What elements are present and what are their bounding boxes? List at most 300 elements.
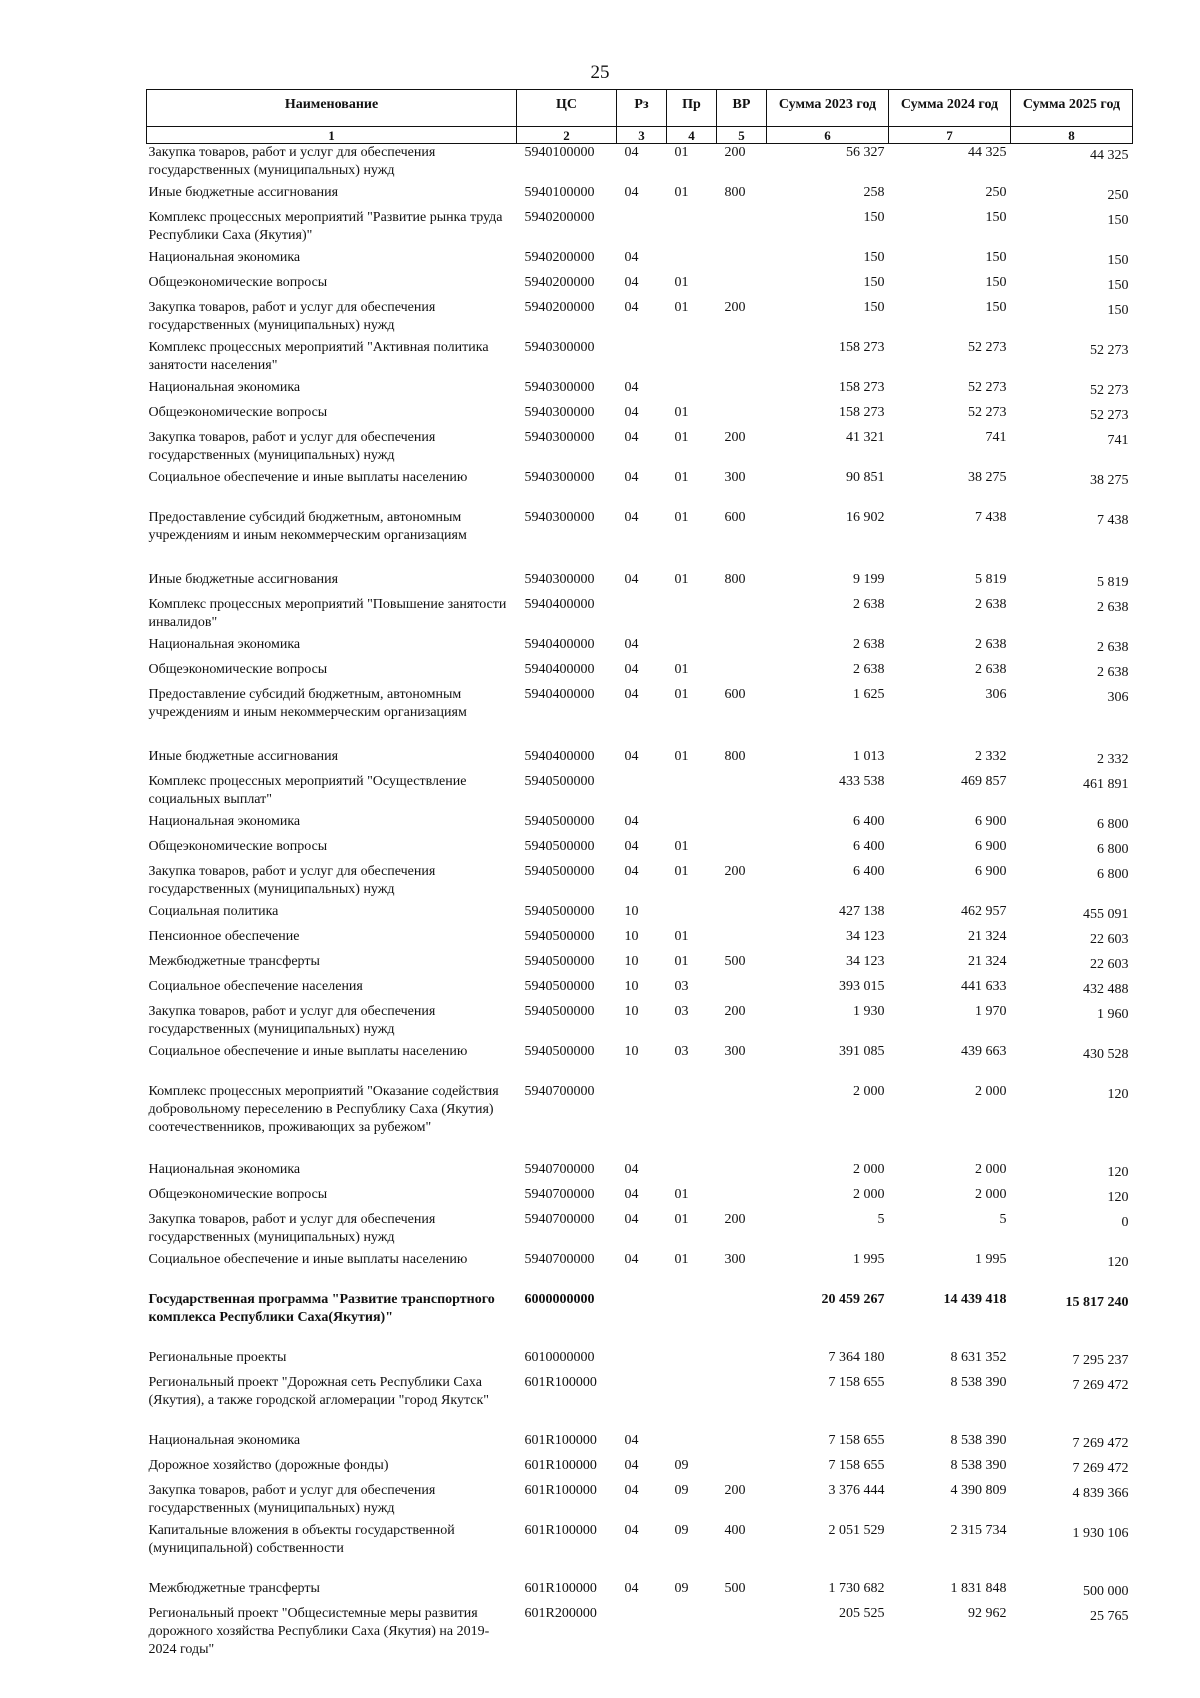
row-vr [717, 1291, 767, 1349]
row-sum-2025: 7 269 472 [1072, 1378, 1129, 1393]
row-pr: 01 [674, 185, 689, 200]
row-cs: 5940300000 [524, 380, 595, 395]
row-name: Межбюджетные трансферты [148, 1581, 320, 1596]
row-rz: 04 [624, 1581, 639, 1596]
row-sum-2024: 8 538 390 [950, 1375, 1007, 1390]
row-sum-2023: 2 638 [853, 637, 885, 652]
header-sum-2025: Сумма 2025 год [1011, 90, 1133, 127]
table-row [147, 209, 1133, 249]
column-index: 7 [889, 127, 1011, 144]
row-sum-2024: 44 325 [968, 145, 1007, 160]
row-sum-2024: 441 633 [961, 979, 1007, 994]
row-vr [717, 1083, 767, 1161]
row-sum-2023: 150 [863, 210, 885, 225]
row-cs: 5940300000 [524, 510, 595, 525]
row-sum-2024: 14 439 418 [943, 1292, 1007, 1307]
row-pr: 01 [674, 864, 689, 879]
row-cs: 5940300000 [524, 470, 595, 485]
row-cs: 5940700000 [524, 1162, 595, 1177]
row-pr: 01 [674, 749, 689, 764]
row-rz: 04 [624, 864, 639, 879]
table-row [147, 1291, 1133, 1349]
row-pr [667, 339, 717, 379]
header-vr: ВР [717, 90, 767, 127]
row-sum-2023: 2 051 529 [828, 1523, 885, 1538]
table-row [147, 144, 1133, 185]
row-vr [717, 339, 767, 379]
row-sum-2024: 306 [985, 687, 1007, 702]
row-cs: 5940400000 [524, 637, 595, 652]
row-name: Пенсионное обеспечение [148, 929, 300, 944]
row-cs: 5940400000 [524, 597, 595, 612]
row-pr: 01 [674, 954, 689, 969]
row-sum-2025: 15 817 240 [1065, 1295, 1129, 1310]
row-vr: 300 [724, 470, 746, 485]
row-sum-2023: 1 930 [853, 1004, 885, 1019]
row-cs: 5940700000 [524, 1252, 595, 1267]
table-row [147, 748, 1133, 773]
row-cs: 601R100000 [524, 1483, 597, 1498]
row-sum-2025: 250 [1107, 188, 1129, 203]
row-sum-2025: 150 [1107, 253, 1129, 268]
row-sum-2024: 1 970 [975, 1004, 1007, 1019]
row-vr: 200 [724, 1004, 746, 1019]
row-sum-2024: 38 275 [968, 470, 1007, 485]
table-row [147, 1522, 1133, 1580]
row-vr [717, 1374, 767, 1432]
row-sum-2025: 306 [1107, 690, 1129, 705]
row-sum-2023: 205 525 [839, 1606, 885, 1621]
row-rz: 10 [624, 904, 639, 919]
row-vr [717, 1186, 767, 1211]
row-pr: 01 [674, 929, 689, 944]
row-name: Общеэкономические вопросы [148, 1187, 328, 1202]
row-sum-2024: 92 962 [968, 1606, 1007, 1621]
row-sum-2024: 2 332 [975, 749, 1007, 764]
row-cs: 5940300000 [524, 572, 595, 587]
row-rz [617, 773, 667, 813]
row-name: Комплекс процессных мероприятий "Повышение занятости инвалидов" [148, 597, 507, 630]
row-sum-2023: 16 902 [846, 510, 885, 525]
row-pr: 01 [674, 687, 689, 702]
row-sum-2024: 52 273 [968, 380, 1007, 395]
row-pr [667, 773, 717, 813]
row-cs: 5940700000 [524, 1212, 595, 1227]
row-vr: 600 [724, 510, 746, 525]
row-sum-2023: 7 364 180 [828, 1350, 885, 1365]
row-sum-2023: 9 199 [853, 572, 885, 587]
row-name: Национальная экономика [148, 1433, 301, 1448]
row-rz [617, 1083, 667, 1161]
row-sum-2023: 2 638 [853, 662, 885, 677]
row-sum-2025: 120 [1107, 1165, 1129, 1180]
row-cs: 5940100000 [524, 185, 595, 200]
table-row [147, 773, 1133, 813]
row-cs: 601R200000 [524, 1606, 597, 1621]
row-vr: 600 [724, 687, 746, 702]
row-pr: 03 [674, 1044, 689, 1059]
row-name: Социальная политика [148, 904, 279, 919]
row-sum-2024: 8 538 390 [950, 1458, 1007, 1473]
row-vr [717, 1161, 767, 1186]
row-pr: 09 [674, 1458, 689, 1473]
row-name: Комплекс процессных мероприятий "Оказание содействия добровольному переселению в Республику Саха (Якутия) соотечественников, проживающих за рубежом" [148, 1084, 499, 1135]
row-sum-2023: 7 158 655 [828, 1433, 885, 1448]
row-sum-2024: 1 831 848 [950, 1581, 1007, 1596]
row-vr [717, 274, 767, 299]
row-sum-2023: 34 123 [846, 954, 885, 969]
row-name: Общеэкономические вопросы [148, 275, 328, 290]
row-sum-2024: 6 900 [975, 814, 1007, 829]
table-row [147, 636, 1133, 661]
row-rz: 04 [624, 1433, 639, 1448]
row-sum-2024: 150 [985, 300, 1007, 315]
row-sum-2025: 7 295 237 [1072, 1353, 1129, 1368]
row-name: Закупка товаров, работ и услуг для обеспечения государственных (муниципальных) нужд [148, 430, 436, 463]
row-cs: 5940500000 [524, 864, 595, 879]
row-sum-2023: 150 [863, 250, 885, 265]
row-name: Национальная экономика [148, 637, 301, 652]
row-pr [667, 249, 717, 274]
row-name: Социальное обеспечение и иные выплаты населению [148, 1252, 468, 1267]
header-sum-2023: Сумма 2023 год [767, 90, 889, 127]
row-pr: 01 [674, 510, 689, 525]
row-rz: 04 [624, 572, 639, 587]
row-rz: 04 [624, 380, 639, 395]
row-pr: 01 [674, 405, 689, 420]
row-name: Комплекс процессных мероприятий "Активная политика занятости населения" [148, 340, 489, 373]
row-vr [717, 978, 767, 1003]
row-vr: 200 [724, 1212, 746, 1227]
table-row [147, 299, 1133, 339]
row-sum-2023: 1 995 [853, 1252, 885, 1267]
row-rz [617, 339, 667, 379]
row-name: Иные бюджетные ассигнования [148, 749, 339, 764]
column-index: 6 [767, 127, 889, 144]
row-sum-2023: 20 459 267 [821, 1292, 885, 1307]
row-name: Закупка товаров, работ и услуг для обеспечения государственных (муниципальных) нужд [148, 145, 436, 178]
row-cs: 5940400000 [524, 662, 595, 677]
row-cs: 5940700000 [524, 1084, 595, 1099]
row-sum-2025: 52 273 [1090, 343, 1129, 358]
row-cs: 5940200000 [524, 300, 595, 315]
table-row [147, 1432, 1133, 1457]
row-sum-2025: 6 800 [1097, 867, 1129, 882]
row-name: Предоставление субсидий бюджетным, автономным учреждениям и иным некоммерческим организациям [148, 687, 467, 720]
row-pr [667, 1605, 717, 1663]
row-rz: 04 [624, 1212, 639, 1227]
table-row [147, 1482, 1133, 1522]
row-sum-2025: 2 638 [1097, 665, 1129, 680]
row-vr: 200 [724, 300, 746, 315]
row-pr: 09 [674, 1581, 689, 1596]
row-rz: 10 [624, 929, 639, 944]
row-pr: 01 [674, 839, 689, 854]
row-sum-2025: 52 273 [1090, 408, 1129, 423]
column-index: 1 [147, 127, 517, 144]
row-sum-2023: 393 015 [839, 979, 885, 994]
row-sum-2024: 150 [985, 210, 1007, 225]
table-row [147, 1186, 1133, 1211]
row-sum-2023: 3 376 444 [828, 1483, 885, 1498]
row-sum-2024: 2 638 [975, 597, 1007, 612]
row-rz [617, 209, 667, 249]
row-sum-2024: 2 315 734 [950, 1523, 1007, 1538]
row-pr: 01 [674, 1212, 689, 1227]
row-sum-2025: 1 960 [1097, 1007, 1129, 1022]
table-row [147, 1003, 1133, 1043]
row-rz: 04 [624, 749, 639, 764]
table-row [147, 661, 1133, 686]
table-row [147, 1161, 1133, 1186]
row-sum-2025: 120 [1107, 1087, 1129, 1102]
column-index: 2 [517, 127, 617, 144]
row-pr [667, 379, 717, 404]
row-sum-2024: 439 663 [961, 1044, 1007, 1059]
row-name: Комплекс процессных мероприятий "Развитие рынка труда Республики Саха (Якутия)" [148, 210, 503, 243]
table-row [147, 596, 1133, 636]
row-sum-2023: 56 327 [846, 145, 885, 160]
row-rz: 04 [624, 300, 639, 315]
row-sum-2023: 1 013 [853, 749, 885, 764]
row-sum-2023: 7 158 655 [828, 1458, 885, 1473]
row-cs: 5940300000 [524, 340, 595, 355]
row-sum-2025: 120 [1107, 1255, 1129, 1270]
row-sum-2025: 38 275 [1090, 473, 1129, 488]
row-vr [717, 404, 767, 429]
table-row [147, 953, 1133, 978]
row-vr: 200 [724, 430, 746, 445]
row-rz: 04 [624, 637, 639, 652]
row-rz: 04 [624, 250, 639, 265]
row-sum-2024: 5 [999, 1212, 1007, 1227]
row-sum-2024: 741 [985, 430, 1007, 445]
row-name: Национальная экономика [148, 250, 301, 265]
row-name: Национальная экономика [148, 814, 301, 829]
row-sum-2025: 52 273 [1090, 383, 1129, 398]
row-cs: 6000000000 [524, 1292, 595, 1307]
row-sum-2023: 6 400 [853, 839, 885, 854]
row-sum-2023: 158 273 [839, 340, 885, 355]
row-vr [717, 636, 767, 661]
row-sum-2025: 2 638 [1097, 600, 1129, 615]
row-name: Общеэкономические вопросы [148, 662, 328, 677]
row-sum-2023: 258 [863, 185, 885, 200]
row-sum-2023: 1 730 682 [828, 1581, 885, 1596]
row-vr: 800 [724, 749, 746, 764]
row-sum-2024: 2 638 [975, 637, 1007, 652]
row-name: Закупка товаров, работ и услуг для обеспечения государственных (муниципальных) нужд [148, 1483, 436, 1516]
table-row [147, 509, 1133, 571]
row-pr [667, 636, 717, 661]
row-sum-2024: 8 631 352 [950, 1350, 1007, 1365]
table-row [147, 978, 1133, 1003]
row-sum-2023: 150 [863, 300, 885, 315]
row-cs: 601R100000 [524, 1458, 597, 1473]
row-sum-2025: 150 [1107, 278, 1129, 293]
header-pr: Пр [667, 90, 717, 127]
row-cs: 6010000000 [524, 1350, 595, 1365]
table-row [147, 379, 1133, 404]
table-row [147, 1580, 1133, 1605]
row-cs: 5940100000 [524, 145, 595, 160]
table-row [147, 404, 1133, 429]
row-sum-2025: 5 819 [1097, 575, 1129, 590]
table-row [147, 903, 1133, 928]
table-row [147, 249, 1133, 274]
row-vr [717, 813, 767, 838]
table-row [147, 339, 1133, 379]
row-sum-2024: 6 900 [975, 864, 1007, 879]
row-vr: 800 [724, 572, 746, 587]
row-sum-2023: 90 851 [846, 470, 885, 485]
row-cs: 5940500000 [524, 954, 595, 969]
row-name: Региональные проекты [148, 1350, 287, 1365]
row-pr: 03 [674, 1004, 689, 1019]
row-sum-2024: 2 638 [975, 662, 1007, 677]
row-rz: 04 [624, 275, 639, 290]
table-row [147, 1374, 1133, 1432]
row-name: Региональный проект "Дорожная сеть Республики Саха (Якутия), а также городской агломерации "город Якутск" [148, 1375, 489, 1408]
row-pr: 01 [674, 275, 689, 290]
header-name: Наименование [147, 90, 517, 127]
row-sum-2025: 7 269 472 [1072, 1461, 1129, 1476]
row-vr [717, 596, 767, 636]
row-vr [717, 903, 767, 928]
row-name: Закупка товаров, работ и услуг для обеспечения государственных (муниципальных) нужд [148, 300, 436, 333]
row-sum-2023: 2 638 [853, 597, 885, 612]
header-cs: ЦС [517, 90, 617, 127]
row-vr [717, 1432, 767, 1457]
row-cs: 5940500000 [524, 814, 595, 829]
row-sum-2025: 455 091 [1083, 907, 1129, 922]
row-sum-2025: 2 638 [1097, 640, 1129, 655]
row-sum-2024: 462 957 [961, 904, 1007, 919]
table-row [147, 571, 1133, 596]
header-sum-2024: Сумма 2024 год [889, 90, 1011, 127]
row-vr [717, 838, 767, 863]
row-sum-2025: 7 438 [1097, 513, 1129, 528]
row-sum-2023: 158 273 [839, 380, 885, 395]
row-pr: 01 [674, 300, 689, 315]
row-pr [667, 1161, 717, 1186]
row-pr: 03 [674, 979, 689, 994]
row-name: Региональный проект "Общесистемные меры развития дорожного хозяйства Республики Саха (Якутия) на 2019-2024 годы" [148, 1606, 490, 1657]
row-pr: 01 [674, 470, 689, 485]
row-sum-2023: 2 000 [853, 1187, 885, 1202]
row-vr [717, 379, 767, 404]
row-vr: 200 [724, 145, 746, 160]
row-name: Социальное обеспечение и иные выплаты населению [148, 1044, 468, 1059]
table-row [147, 838, 1133, 863]
row-name: Закупка товаров, работ и услуг для обеспечения государственных (муниципальных) нужд [148, 1212, 436, 1245]
row-sum-2023: 1 625 [853, 687, 885, 702]
row-rz: 04 [624, 687, 639, 702]
table-body [147, 144, 1133, 1664]
row-pr [667, 1083, 717, 1161]
row-pr [667, 209, 717, 249]
row-pr [667, 1291, 717, 1349]
row-vr: 500 [724, 1581, 746, 1596]
row-name: Иные бюджетные ассигнования [148, 572, 339, 587]
row-sum-2024: 250 [985, 185, 1007, 200]
row-name: Национальная экономика [148, 1162, 301, 1177]
row-sum-2024: 5 819 [975, 572, 1007, 587]
row-sum-2023: 150 [863, 275, 885, 290]
row-cs: 5940500000 [524, 1044, 595, 1059]
row-sum-2024: 21 324 [968, 954, 1007, 969]
row-sum-2025: 2 332 [1097, 752, 1129, 767]
table-row [147, 928, 1133, 953]
row-sum-2024: 7 438 [975, 510, 1007, 525]
row-name: Закупка товаров, работ и услуг для обеспечения государственных (муниципальных) нужд [148, 864, 436, 897]
row-sum-2023: 5 [877, 1212, 885, 1227]
table-row [147, 1457, 1133, 1482]
row-name: Общеэкономические вопросы [148, 405, 328, 420]
row-sum-2025: 6 800 [1097, 817, 1129, 832]
column-index: 8 [1011, 127, 1133, 144]
row-rz: 04 [624, 1483, 639, 1498]
row-name: Национальная экономика [148, 380, 301, 395]
row-sum-2024: 52 273 [968, 405, 1007, 420]
row-rz: 04 [624, 1523, 639, 1538]
row-vr: 400 [724, 1523, 746, 1538]
row-vr [717, 1457, 767, 1482]
row-sum-2024: 52 273 [968, 340, 1007, 355]
row-sum-2025: 430 528 [1083, 1047, 1129, 1062]
row-rz: 10 [624, 1044, 639, 1059]
row-sum-2023: 34 123 [846, 929, 885, 944]
row-cs: 5940400000 [524, 687, 595, 702]
row-rz: 04 [624, 1458, 639, 1473]
row-sum-2024: 1 995 [975, 1252, 1007, 1267]
row-vr [717, 1349, 767, 1374]
table-row [147, 1605, 1133, 1663]
row-sum-2025: 25 765 [1090, 1609, 1129, 1624]
row-sum-2025: 0 [1121, 1215, 1129, 1230]
row-rz: 04 [624, 510, 639, 525]
row-cs: 5940500000 [524, 774, 595, 789]
row-cs: 5940700000 [524, 1187, 595, 1202]
row-sum-2025: 7 269 472 [1072, 1436, 1129, 1451]
row-sum-2024: 2 000 [975, 1187, 1007, 1202]
row-pr [667, 1374, 717, 1432]
row-cs: 5940300000 [524, 405, 595, 420]
row-cs: 5940200000 [524, 250, 595, 265]
column-index-row [147, 127, 1133, 144]
row-rz: 04 [624, 405, 639, 420]
row-pr: 01 [674, 1187, 689, 1202]
row-cs: 601R100000 [524, 1433, 597, 1448]
row-cs: 5940200000 [524, 275, 595, 290]
row-vr: 800 [724, 185, 746, 200]
row-sum-2024: 4 390 809 [950, 1483, 1007, 1498]
table-header [147, 90, 1133, 144]
row-rz [617, 1349, 667, 1374]
row-pr: 01 [674, 145, 689, 160]
row-name: Общеэкономические вопросы [148, 839, 328, 854]
row-sum-2023: 433 538 [839, 774, 885, 789]
row-cs: 5940200000 [524, 210, 595, 225]
row-rz: 04 [624, 145, 639, 160]
table-row [147, 469, 1133, 509]
row-cs: 601R100000 [524, 1581, 597, 1596]
row-sum-2025: 461 891 [1083, 777, 1129, 792]
row-sum-2025: 150 [1107, 213, 1129, 228]
row-sum-2025: 741 [1107, 433, 1129, 448]
row-name: Закупка товаров, работ и услуг для обеспечения государственных (муниципальных) нужд [148, 1004, 436, 1037]
row-sum-2024: 8 538 390 [950, 1433, 1007, 1448]
